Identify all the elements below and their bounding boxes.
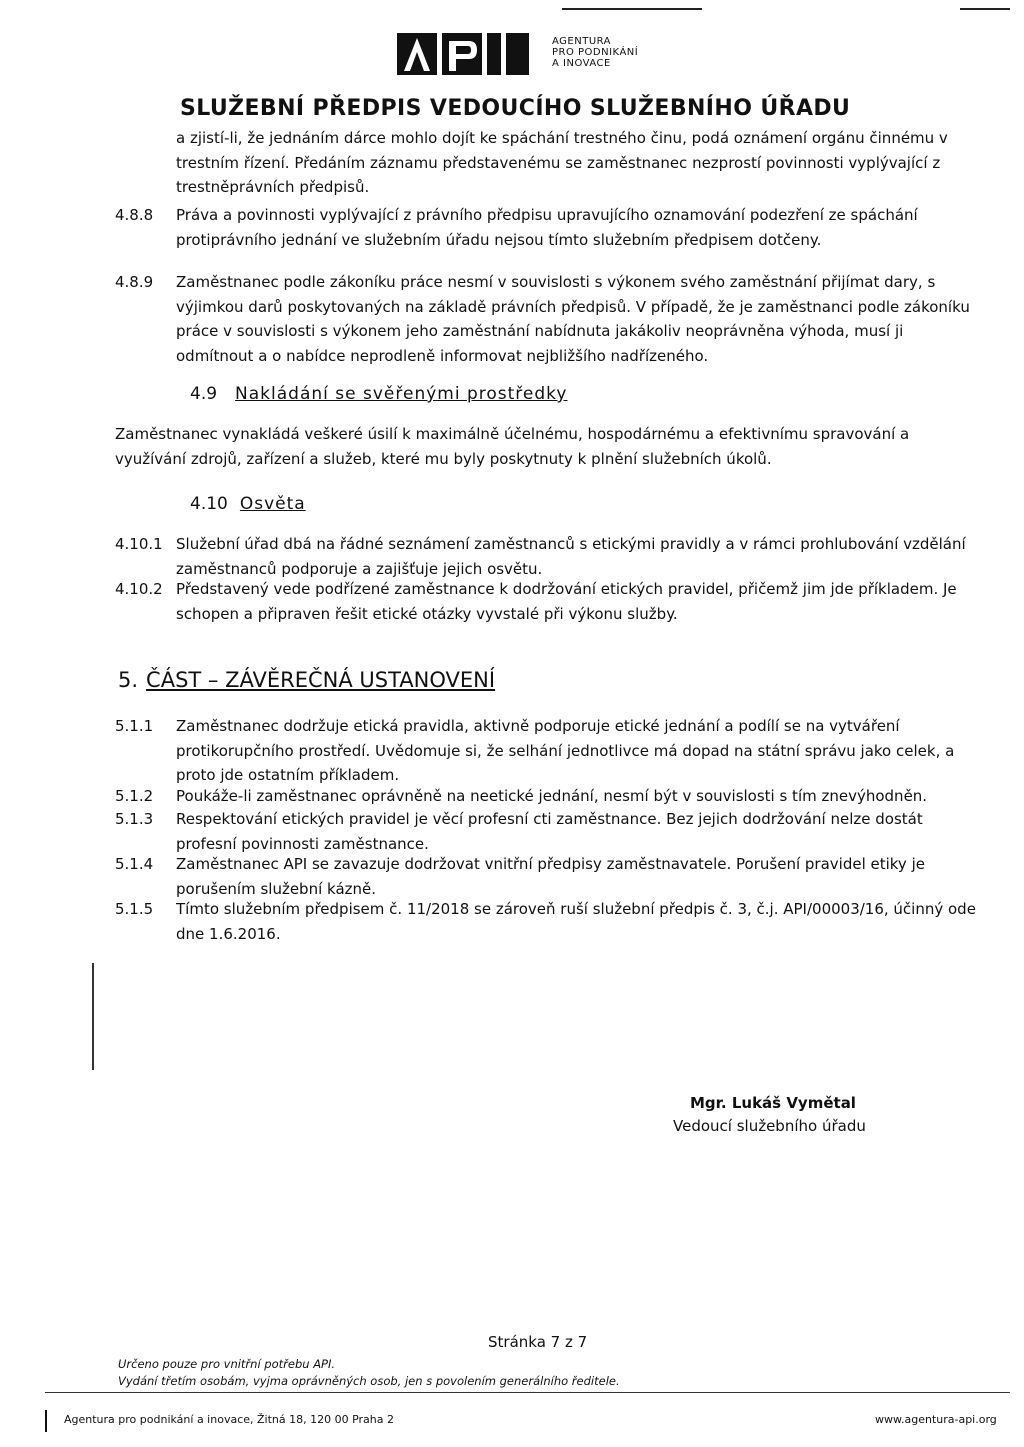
- top-rule-right: [960, 8, 1010, 10]
- part-number: 5.: [118, 668, 139, 692]
- clause-text: Zaměstnanec API se zavazuje dodržovat vnitřní předpisy zaměstnavatele. Porušení pravidel etiky je porušením služební kázně.: [176, 855, 925, 898]
- signatory-name: Mgr. Lukáš Vymětal: [690, 1094, 856, 1112]
- agency-line-1: AGENTURA: [552, 36, 612, 47]
- document-title: SLUŽEBNÍ PŘEDPIS VEDOUCÍHO SLUŽEBNÍHO ÚŘADU: [180, 96, 851, 121]
- clause-text: Práva a povinnosti vyplývající z právního předpisu upravujícího oznamování podezření ze spáchání protiprávního jednání ve služebním úřadu nejsou tímto služebním předpisem dotčeny.: [176, 206, 918, 249]
- section-heading-4-10: [190, 494, 306, 514]
- part-title: ČÁST – ZÁVĚREČNÁ USTANOVENÍ: [146, 668, 496, 692]
- clause-text: Představený vede podřízené zaměstnance k dodržování etických pravidel, přičemž jim jde příkladem. Je schopen a připraven řešit etické otázky vyvstalé při výkonu služby.: [176, 580, 957, 623]
- agency-line-3: A INOVACE: [552, 58, 611, 69]
- clause-number: 4.8.9: [115, 273, 154, 291]
- clause-text: Služební úřad dbá na řádné seznámení zaměstnanců s etickými pravidly a v rámci prohlubování vzdělání zaměstnanců podporuje a zajišťuje jejich osvětu.: [176, 535, 966, 578]
- margin-line: [92, 963, 94, 1070]
- clause-number: 4.10.2: [115, 580, 163, 598]
- signatory-role: Vedoucí služebního úřadu: [673, 1117, 866, 1135]
- section-paragraph: Zaměstnanec vynakládá veškeré úsilí k maximálně účelnému, hospodárnému a efektivnímu spravování a využívání zdrojů, zařízení a služeb, které mu byly poskytnuty k plnění služebních úkolů.: [115, 425, 910, 468]
- clause-number: 5.1.1: [115, 717, 154, 735]
- section-title: Nakládání se svěřenými prostředky: [235, 384, 568, 404]
- footer-rule: [45, 1392, 1010, 1393]
- clause-text: Poukáže-li zaměstnanec oprávněně na neetické jednání, nesmí být v souvislosti s tím znevýhodněn.: [176, 787, 928, 805]
- page-number: Stránka 7 z 7: [488, 1333, 588, 1351]
- clause-text: Zaměstnanec podle zákoníku práce nesmí v souvislosti s výkonem svého zaměstnání přijímat dary, s výjimkou darů poskytovaných na základě právních předpisů. V případě, že je zaměstnanci podle zákoníku práce v souvislosti s výkonem jeho zaměstnání nabídnuta jakákoliv neoprávněna výhoda, musí ji odmítnout a o nabídce neprodleně informovat nejbližšího nadřízeného.: [176, 273, 970, 365]
- clause-number: 4.10.1: [115, 535, 163, 553]
- footer-bar: [45, 1410, 47, 1432]
- clause-number: 5.1.2: [115, 787, 154, 805]
- clause-text: Zaměstnanec dodržuje etická pravidla, aktivně podporuje etické jednání a podílí se na vytváření protikorupčního prostředí. Uvědomuje si, že selhání jednotlivce má dopad na státní správu jako celek, a proto jde ostatním příkladem.: [176, 717, 955, 784]
- distribution-note: Určeno pouze pro vnitřní potřebu API.: [118, 1357, 336, 1371]
- footer-address: Agentura pro podnikání a inovace, Žitná 18, 120 00 Praha 2: [64, 1413, 394, 1426]
- agency-line-2: PRO PODNIKÁNÍ: [552, 47, 639, 58]
- section-heading-4-9: [190, 384, 567, 404]
- agency-name: [552, 36, 638, 69]
- clause-number: 4.8.8: [115, 206, 154, 224]
- clause-number: 5.1.4: [115, 855, 154, 873]
- section-number: 4.10: [190, 494, 228, 514]
- footer-website[interactable]: www.agentura-api.org: [875, 1413, 997, 1426]
- disclosure-note: Vydání třetím osobám, vyjma oprávněných osob, jen s povolením generálního ředitele.: [118, 1374, 620, 1388]
- clause-number: 5.1.3: [115, 810, 154, 828]
- top-rule: [562, 8, 702, 10]
- intro-paragraph: a zjistí-li, že jednáním dárce mohlo dojít ke spáchání trestného činu, podá oznámení orgánu činnému v trestním řízení. Předáním záznamu představenému se zaměstnanec nezprostí povinnosti vyplývající z trestněprávních předpisů.: [176, 129, 948, 196]
- clause-number: 5.1.5: [115, 900, 154, 918]
- api-logo: [397, 33, 529, 75]
- clause-text: Tímto služebním předpisem č. 11/2018 se zároveň ruší služební předpis č. 3, č.j. API/00003/16, účinný ode dne 1.6.2016.: [176, 900, 976, 943]
- section-number: 4.9: [190, 384, 218, 404]
- clause-text: Respektování etických pravidel je věcí profesní cti zaměstnance. Bez jejich dodržování nelze dostát profesní povinnosti zaměstnance.: [176, 810, 923, 853]
- section-title: Osvěta: [239, 494, 306, 514]
- part-heading: [118, 668, 495, 692]
